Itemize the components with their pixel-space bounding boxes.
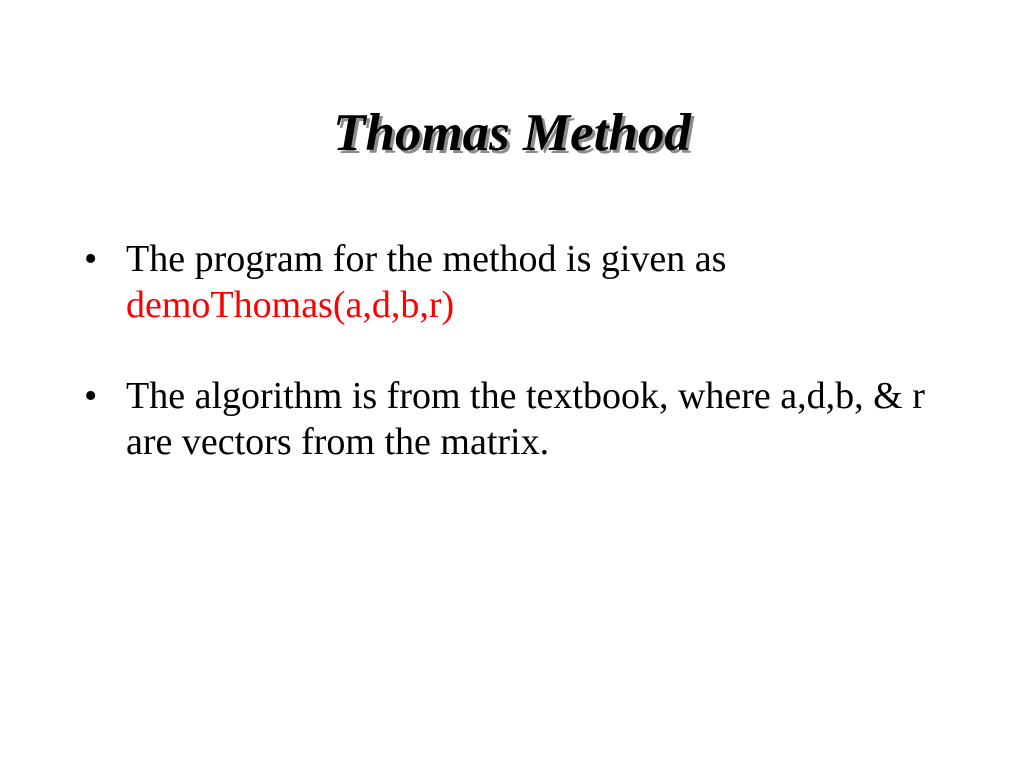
bullet-list bbox=[84, 236, 964, 510]
bullet-icon: • bbox=[84, 375, 98, 417]
bullet-icon: • bbox=[84, 238, 98, 280]
bullet-text-algorithm: The algorithm is from the textbook, where a,d,b, & r are vectors from the matrix. bbox=[126, 375, 925, 463]
slide-title: Thomas Method bbox=[333, 104, 691, 162]
bullet-text-program: The program for the method is given as bbox=[126, 238, 727, 280]
bullet-item-algorithm bbox=[84, 373, 964, 465]
function-name: demoThomas(a,d,b,r) bbox=[126, 284, 455, 326]
bullet-item-program bbox=[84, 236, 964, 328]
